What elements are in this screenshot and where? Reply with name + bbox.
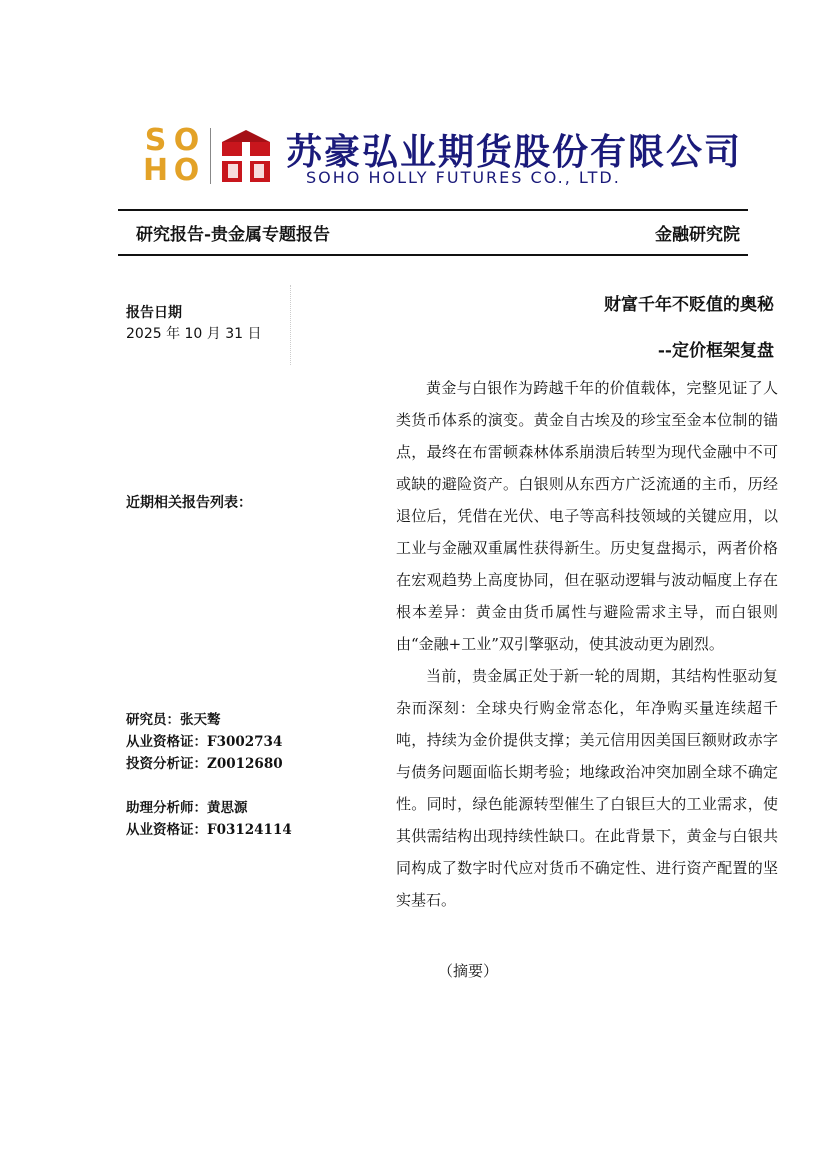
report-date-value: 2025 年 10 月 31 日 — [126, 326, 262, 342]
report-title: 财富千年不贬值的奥秘 — [604, 295, 774, 315]
logo-divider — [210, 128, 211, 184]
header-top-rule — [118, 209, 748, 211]
logo-letter: H — [142, 153, 169, 188]
gift-box-logo-icon — [220, 128, 272, 184]
company-name-en: SOHO HOLLY FUTURES CO., LTD. — [306, 168, 621, 187]
analyst-name: 研究员：张天骜 — [126, 712, 221, 728]
header-bottom-rule — [118, 254, 748, 256]
report-subtitle: --定价框架复盘 — [657, 341, 774, 361]
related-reports-label: 近期相关报告列表： — [126, 495, 252, 511]
company-logo — [140, 123, 743, 190]
report-type: 研究报告-贵金属专题报告 — [136, 225, 331, 245]
logo-letter: O — [173, 153, 200, 188]
logo-letter: S — [144, 123, 167, 158]
company-name-cn: 苏豪弘业期货股份有限公司 — [286, 131, 743, 173]
institute-name: 金融研究院 — [655, 225, 740, 245]
column-divider — [290, 285, 291, 365]
abstract-paragraph: 当前，贵金属正处于新一轮的周期，其结构性驱动复杂而深刻：全球央行购金常态化，年净购买量连续超千吨，持续为金价提供支撑；美元信用因美国巨额财政赤字与债务问题面临长期考验；地缘政治冲突加剧全球不确定性。同时，绿色能源转型催生了白银巨大的工业需求，使其供需结构出现持续性缺口。在此背景下，黄金与白银共同构成了数字时代应对货币不确定性、进行资产配置的坚实基石。 — [396, 667, 778, 909]
report-date-label: 报告日期 — [126, 305, 182, 321]
assistant-analyst-license: 从业资格证：F03124114 — [126, 822, 292, 838]
summary-tag: （摘要） — [438, 962, 499, 980]
logo-letter: O — [173, 123, 200, 158]
abstract-body — [396, 372, 778, 916]
assistant-analyst-name: 助理分析师：黄思源 — [126, 800, 248, 816]
analyst-license: 从业资格证：F3002734 — [126, 734, 283, 750]
abstract-paragraph: 黄金与白银作为跨越千年的价值载体，完整见证了人类货币体系的演变。黄金自古埃及的珍宝至金本位制的锚点，最终在布雷顿森林体系崩溃后转型为现代金融中不可或缺的避险资产。白银则从东西方广泛流通的主币，历经退位后，凭借在光伏、电子等高科技领域的关键应用，以工业与金融双重属性获得新生。历史复盘揭示，两者价格在宏观趋势上高度协同，但在驱动逻辑与波动幅度上存在根本差异：黄金由货币属性与避险需求主导，而白银则由“金融+工业”双引擎驱动，使其波动更为剧烈。 — [396, 379, 778, 653]
soho-logo-mark — [140, 123, 202, 188]
analyst-investment-license: 投资分析证：Z0012680 — [126, 756, 283, 772]
